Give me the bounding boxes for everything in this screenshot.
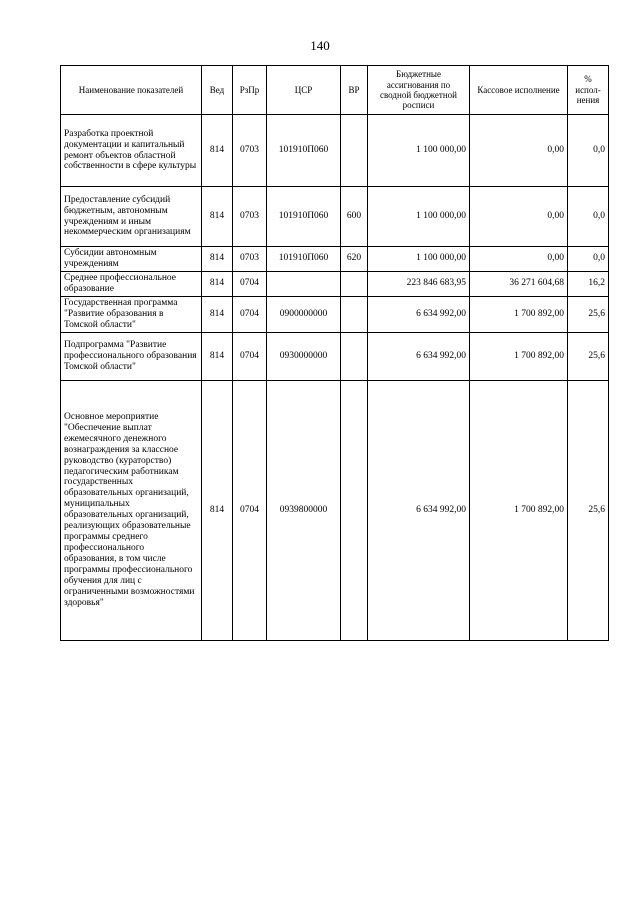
header-vr: ВР [341, 66, 368, 115]
row-cash: 36 271 604,68 [470, 271, 568, 296]
row-cash: 1 700 892,00 [470, 296, 568, 332]
row-cash: 1 700 892,00 [470, 332, 568, 380]
row-name: Разработка проектной документации и капитальный ремонт объектов областной собственности в сфере культуры [61, 115, 202, 187]
row-percent: 25,6 [568, 296, 609, 332]
page-number: 140 [310, 38, 330, 53]
row-assignments: 6 634 992,00 [368, 332, 470, 380]
row-name: Среднее профессиональное образование [61, 271, 202, 296]
row-name: Субсидии автономным учреждениям [61, 247, 202, 272]
row-csr: 101910П060 [267, 187, 341, 247]
row-percent: 0,0 [568, 247, 609, 272]
row-cash: 0,00 [470, 187, 568, 247]
row-rzpr: 0703 [233, 115, 267, 187]
row-csr: 0930000000 [267, 332, 341, 380]
row-vr [341, 115, 368, 187]
row-assignments: 6 634 992,00 [368, 296, 470, 332]
table-row [61, 271, 609, 296]
table-row [61, 296, 609, 332]
header-rzpr: РзПр [233, 66, 267, 115]
table-header-row [61, 66, 609, 115]
row-vr: 600 [341, 187, 368, 247]
header-csr: ЦСР [267, 66, 341, 115]
row-rzpr: 0704 [233, 332, 267, 380]
row-percent: 25,6 [568, 332, 609, 380]
header-cash: Кассовое исполнение [470, 66, 568, 115]
row-name: Подпрограмма "Развитие профессионального образования Томской области" [61, 332, 202, 380]
row-vr [341, 332, 368, 380]
row-csr: 0900000000 [267, 296, 341, 332]
table-row [61, 332, 609, 380]
row-csr: 101910П060 [267, 115, 341, 187]
header-name: Наименование показателей [61, 66, 202, 115]
row-percent: 16,2 [568, 271, 609, 296]
row-assignments: 1 100 000,00 [368, 247, 470, 272]
row-ved: 814 [202, 187, 233, 247]
row-vr [341, 380, 368, 640]
row-ved: 814 [202, 115, 233, 187]
table-row [61, 115, 609, 187]
row-percent: 25,6 [568, 380, 609, 640]
table-row [61, 187, 609, 247]
budget-table [60, 65, 609, 641]
row-assignments: 223 846 683,95 [368, 271, 470, 296]
row-ved: 814 [202, 380, 233, 640]
row-ved: 814 [202, 332, 233, 380]
row-name: Государственная программа "Развитие образования в Томской области" [61, 296, 202, 332]
header-percent: % испол-нения [568, 66, 609, 115]
row-rzpr: 0704 [233, 296, 267, 332]
row-percent: 0,0 [568, 187, 609, 247]
row-cash: 0,00 [470, 247, 568, 272]
table-row [61, 380, 609, 640]
row-cash: 0,00 [470, 115, 568, 187]
table-row [61, 247, 609, 272]
row-name: Предоставление субсидий бюджетным, автономным учреждениям и иным некоммерческим организациям [61, 187, 202, 247]
header-ved: Вед [202, 66, 233, 115]
row-vr: 620 [341, 247, 368, 272]
row-rzpr: 0703 [233, 187, 267, 247]
row-ved: 814 [202, 247, 233, 272]
row-csr: 101910П060 [267, 247, 341, 272]
row-rzpr: 0704 [233, 271, 267, 296]
row-percent: 0,0 [568, 115, 609, 187]
row-csr: 0939800000 [267, 380, 341, 640]
header-assignments: Бюджетные ассигнования по сводной бюджетной росписи [368, 66, 470, 115]
row-assignments: 1 100 000,00 [368, 187, 470, 247]
row-rzpr: 0703 [233, 247, 267, 272]
row-ved: 814 [202, 271, 233, 296]
row-assignments: 1 100 000,00 [368, 115, 470, 187]
row-assignments: 6 634 992,00 [368, 380, 470, 640]
row-csr [267, 271, 341, 296]
row-name: Основное мероприятие "Обеспечение выплат ежемесячного денежного вознаграждения за классное руководство (кураторство) педагогическим работникам государственных образовательных организаций, муниципальных образовательных организаций, реализующих образовательные программы среднего профессионального образования, в том числе программы профессионального обучения для лиц с ограниченными возможностями здоровья" [61, 380, 202, 640]
row-vr [341, 271, 368, 296]
row-cash: 1 700 892,00 [470, 380, 568, 640]
row-ved: 814 [202, 296, 233, 332]
row-vr [341, 296, 368, 332]
row-rzpr: 0704 [233, 380, 267, 640]
